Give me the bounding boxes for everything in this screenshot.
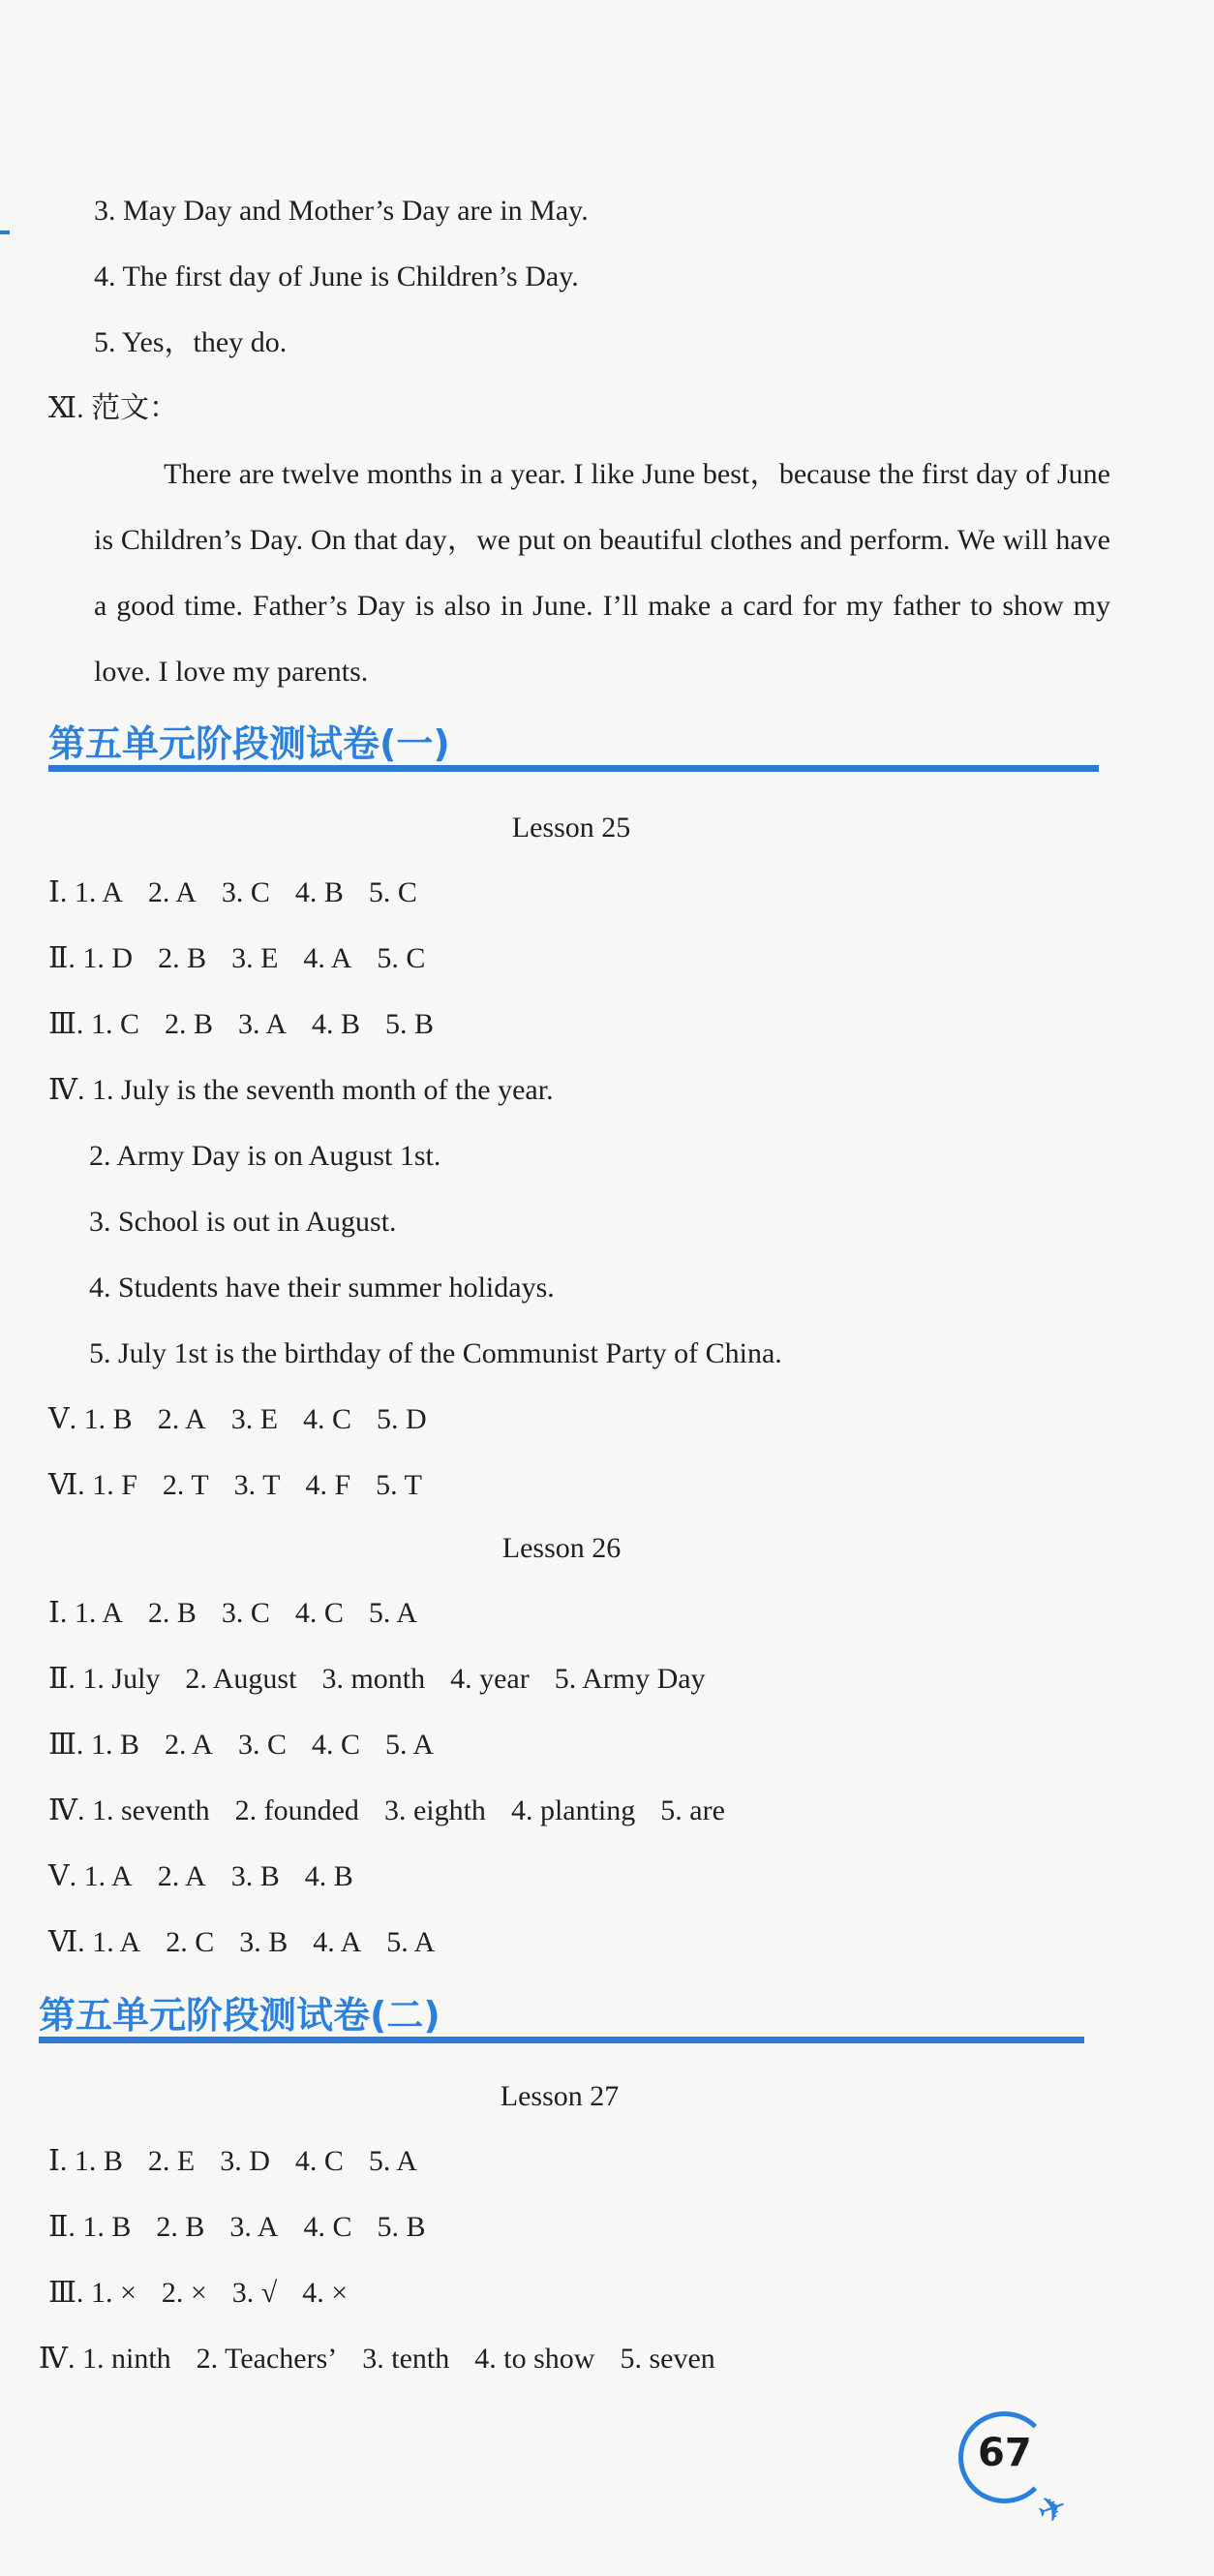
answer-row: Ⅰ. 1. A 2. A 3. C 4. B 5. C bbox=[48, 876, 417, 908]
lesson-heading: Lesson 27 bbox=[500, 2080, 620, 2112]
answer-line: 3. May Day and Mother’s Day are in May. bbox=[94, 195, 589, 227]
answer-line: 3. School is out in August. bbox=[89, 1206, 397, 1238]
answer-row: Ⅳ. 1. July is the seventh month of the year. bbox=[48, 1074, 554, 1106]
section-title: 第五单元阶段测试卷(一) bbox=[48, 722, 450, 765]
answer-line: 5. Yes，they do. bbox=[94, 326, 288, 358]
answer-row: Ⅰ. 1. B 2. E 3. D 4. C 5. A bbox=[48, 2145, 417, 2177]
essay-label: Ⅺ. 范文： bbox=[48, 392, 179, 424]
answer-row: Ⅲ. 1. C 2. B 3. A 4. B 5. B bbox=[48, 1008, 435, 1040]
lesson-heading: Lesson 25 bbox=[511, 812, 631, 843]
section-title: 第五单元阶段测试卷(二) bbox=[39, 1994, 440, 2037]
answer-row: Ⅵ. 1. F 2. T 3. T 4. F 5. T bbox=[48, 1469, 422, 1501]
answer-row: Ⅳ. 1. ninth 2. Teachers’ 3. tenth 4. to show 5. seven bbox=[39, 2343, 715, 2375]
answer-row: Ⅱ. 1. D 2. B 3. E 4. A 5. C bbox=[48, 942, 426, 974]
answer-row: Ⅰ. 1. A 2. B 3. C 4. C 5. A bbox=[48, 1597, 417, 1629]
section-rule bbox=[48, 765, 1099, 772]
section-rule bbox=[39, 2037, 1084, 2043]
answer-row: Ⅴ. 1. A 2. A 3. B 4. B bbox=[48, 1860, 353, 1892]
answer-row: Ⅱ. 1. July 2. August 3. month 4. year 5. Army Day bbox=[48, 1663, 706, 1695]
answer-row: Ⅲ. 1. × 2. × 3. √ 4. × bbox=[48, 2277, 349, 2309]
answer-line: 5. July 1st is the birthday of the Communist Party of China. bbox=[89, 1337, 782, 1369]
answer-row: Ⅲ. 1. B 2. A 3. C 4. C 5. A bbox=[48, 1729, 435, 1761]
answer-row: Ⅵ. 1. A 2. C 3. B 4. A 5. A bbox=[48, 1926, 436, 1958]
answer-row: Ⅴ. 1. B 2. A 3. E 4. C 5. D bbox=[48, 1403, 427, 1435]
answer-line: 2. Army Day is on August 1st. bbox=[89, 1140, 441, 1172]
edge-mark bbox=[0, 230, 10, 234]
answer-row: Ⅱ. 1. B 2. B 3. A 4. C 5. B bbox=[48, 2211, 426, 2243]
answer-line: 4. Students have their summer holidays. bbox=[89, 1272, 555, 1303]
essay-paragraph bbox=[94, 442, 1110, 705]
lesson-heading: Lesson 26 bbox=[501, 1532, 622, 1564]
essay-text: There are twelve months in a year. I like June best，because the first day of June is Children’s Day. On that day，we put on beautiful clothes and perform. We will have a good time. Father’s Day is also in June. I’ll make a card for my father to show my love. I love my parents. bbox=[94, 458, 1110, 688]
answer-line: 4. The first day of June is Children’s Day. bbox=[94, 261, 579, 292]
plane-icon: ✈ bbox=[1032, 2486, 1074, 2532]
page-number: 67 bbox=[978, 2431, 1032, 2475]
answer-row: Ⅳ. 1. seventh 2. founded 3. eighth 4. planting 5. are bbox=[48, 1794, 725, 1826]
